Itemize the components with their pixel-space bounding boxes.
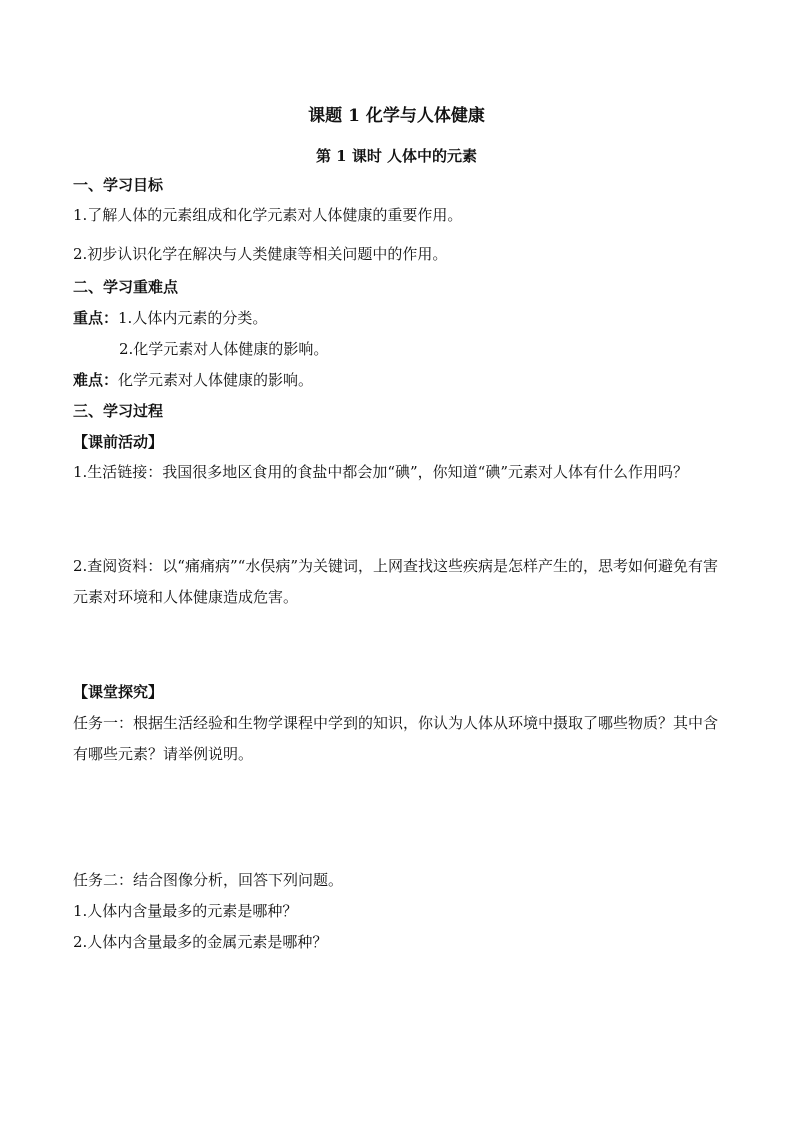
key-point-row-1 (73, 308, 267, 328)
pre-class-item-1: 1.生活链接：我国很多地区食用的食盐中都会加“碘”，你知道“碘”元素对人体有什么作用吗？ (73, 463, 688, 481)
objective-item-1: 1.了解人体的元素组成和化学元素对人体健康的重要作用。 (73, 206, 463, 224)
pre-class-activity-label: 【课前活动】 (73, 433, 164, 451)
task-two-question-1: 1.人体内含量最多的元素是哪种？ (73, 902, 298, 920)
task-two-question-2: 2.人体内含量最多的金属元素是哪种？ (73, 933, 328, 951)
objective-item-2: 2.初步认识化学在解决与人类健康等相关问题中的作用。 (73, 245, 448, 263)
key-point-item-1: 1.人体内元素的分类。 (118, 309, 268, 327)
task-one: 任务一：根据生活经验和生物学课程中学到的知识，你认为人体从环境中摄取了哪些物质？其中含有哪些元素？请举例说明。 (73, 714, 719, 763)
page-title: 课题 1 化学与人体健康 (308, 106, 485, 126)
difficult-point-text: 化学元素对人体健康的影响。 (118, 371, 314, 389)
key-point-label: 重点： (73, 309, 119, 327)
pre-class-item-2: 2.查阅资料：以“痛痛病”“水俣病”为关键词，上网查找这些疾病是怎样产生的，思考如何避免有害元素对环境和人体健康造成危害。 (73, 557, 718, 606)
section-heading-key-points: 二、学习重难点 (73, 278, 179, 296)
difficult-point-row (73, 370, 313, 390)
in-class-inquiry-label: 【课堂探究】 (73, 683, 164, 701)
difficult-point-label: 难点： (73, 371, 119, 389)
lesson-subtitle: 第 1 课时 人体中的元素 (315, 147, 478, 165)
key-point-item-2: 2.化学元素对人体健康的影响。 (119, 340, 329, 358)
section-heading-process: 三、学习过程 (73, 402, 164, 420)
task-two: 任务二：结合图像分析，回答下列问题。 (73, 871, 344, 889)
section-heading-objectives: 一、学习目标 (73, 176, 164, 194)
